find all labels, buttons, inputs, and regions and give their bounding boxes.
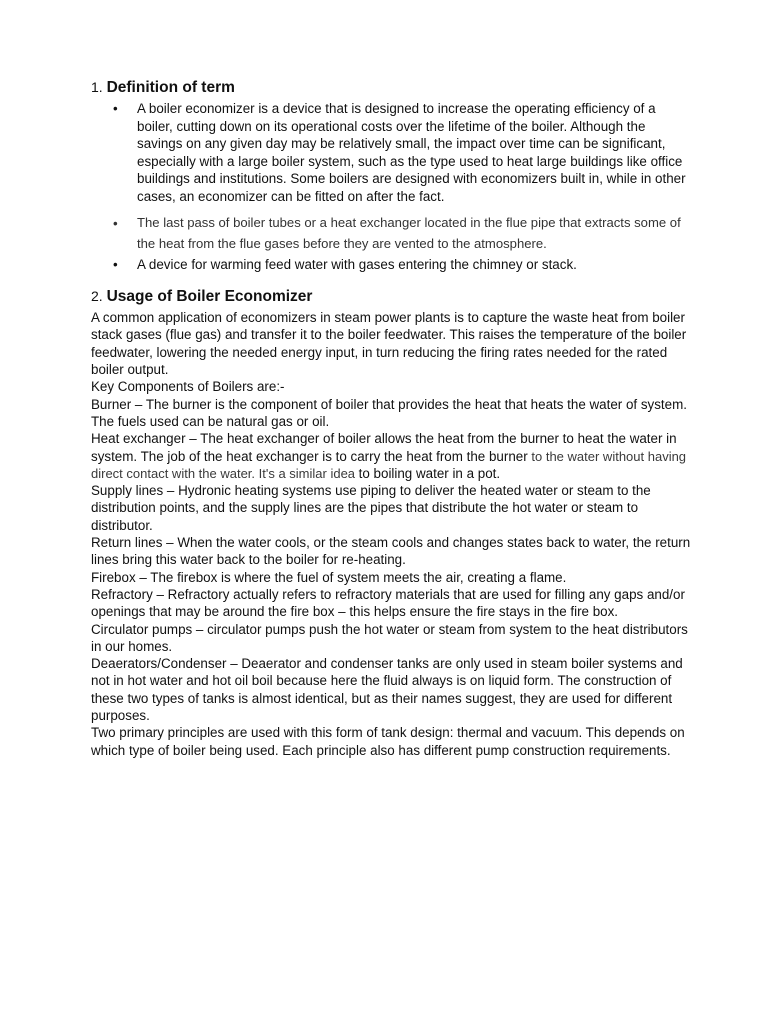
usage-body-text	[91, 309, 691, 759]
section-heading-definition	[91, 76, 691, 99]
section-number: 2.	[91, 288, 103, 305]
list-item: • A device for warming feed water with gases entering the chimney or stack.	[91, 256, 691, 274]
document-page	[91, 76, 691, 759]
heat-exchanger-text-b: to the water without having direct contact with the water. It's a similar idea	[91, 448, 687, 481]
refractory-paragraph: Refractory – Refractory actually refers to refractory materials that are used for filling any gaps and/or openings that may be around the fire box – this helps ensure the fire stays in the fire box.	[91, 586, 685, 620]
components-heading: Key Components of Boilers are:-	[91, 379, 285, 395]
circulator-pumps-paragraph: Circulator pumps – circulator pumps push the hot water or steam from system to the heat distributors in our homes.	[91, 621, 688, 654]
section-heading-usage	[91, 285, 691, 308]
burner-paragraph: Burner – The burner is the component of boiler that provides the heat that heats the water of system. The fuels used can be natural gas or oil.	[91, 396, 687, 429]
supply-lines-paragraph: Supply lines – Hydronic heating systems use piping to deliver the heated water or steam to the distribution points, and the supply lines are the pipes that distribute the hot water or steam to distributor.	[91, 483, 651, 533]
return-lines-paragraph: Return lines – When the water cools, or the steam cools and changes states back to water, the return lines bring this water back to the boiler for re-heating.	[91, 535, 691, 568]
firebox-paragraph: Firebox – The firebox is where the fuel of system meets the air, creating a flame.	[91, 569, 567, 585]
list-item: • A boiler economizer is a device that is designed to increase the operating efficiency of a boiler, cutting down on its operational costs over the lifetime of the boiler. Although the savings on any given day may be relatively small, the impact over time can be significant, especially with a large boiler system, such as the type used to heat large buildings like office buildings and institutions. Some boilers are designed with economizers built in, while in other cases, an economizer can be fitted on after the fact.	[91, 100, 691, 206]
principles-paragraph: Two primary principles are used with this form of tank design: thermal and vacuum. This depends on which type of boiler being used. Each principle also has different pump construction requirements.	[91, 725, 685, 758]
section-title: Usage of Boiler Economizer	[106, 288, 313, 306]
heat-exchanger-paragraph	[91, 430, 691, 482]
definition-bullet-list	[91, 100, 691, 273]
section-number: 1.	[91, 79, 103, 95]
heat-exchanger-text-c: to boiling water in a pot.	[358, 465, 501, 481]
deaerators-paragraph: Deaerators/Condenser – Deaerator and condenser tanks are only used in steam boiler systems and not in hot water and hot oil boil because here the fluid always is on liquid form. The construction of these two types of tanks is almost identical, but as their names suggest, they are used for different purposes.	[91, 656, 683, 723]
section-title: Definition of term	[106, 79, 235, 96]
usage-intro-paragraph: A common application of economizers in steam power plants is to capture the waste heat from boiler stack gases (flue gas) and transfer it to the boiler feedwater. This raises the temperature of the boiler feedwater, lowering the needed energy input, in turn reducing the firing rates needed for the rated boiler output.	[91, 310, 687, 378]
heat-exchanger-text-a: Heat exchanger – The heat exchanger of boiler allows the heat from the burner to heat the water in system. The job of the heat exchanger is to carry the heat from the burner	[91, 431, 677, 464]
list-item: • The last pass of boiler tubes or a heat exchanger located in the flue pipe that extracts some of the heat from the flue gases before they are vented to the atmosphere.	[91, 212, 691, 254]
